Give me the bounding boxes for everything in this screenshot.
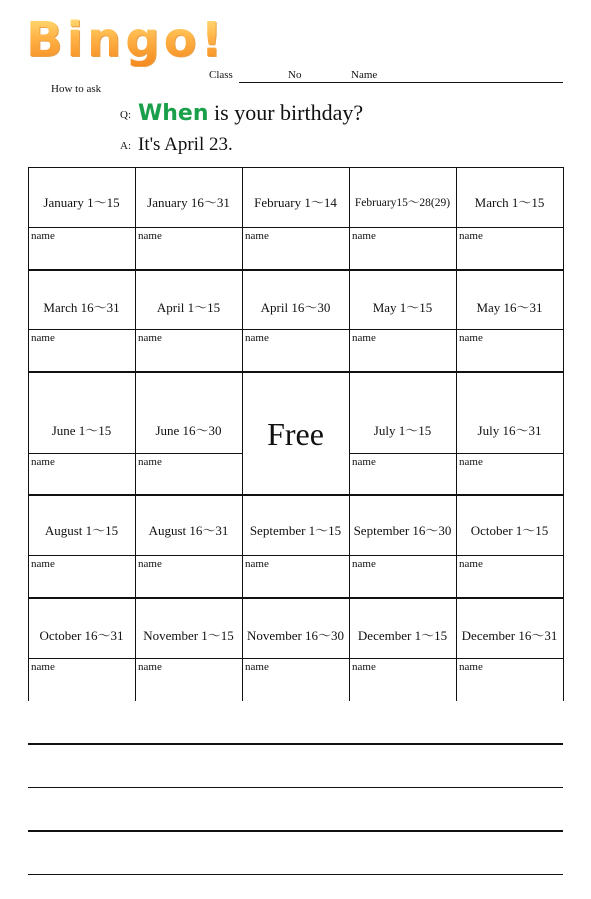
name-box[interactable] — [135, 555, 242, 598]
bingo-cell — [349, 372, 456, 495]
grid-column-line — [456, 167, 457, 701]
grid-row-line — [28, 167, 563, 168]
student-info-row — [209, 68, 563, 84]
name-box[interactable] — [135, 658, 242, 701]
bingo-cell — [242, 167, 349, 270]
name-label: name — [138, 332, 162, 344]
date-range-label: March 16～31 — [43, 300, 120, 315]
date-range-label: June 1～15 — [51, 423, 112, 438]
bingo-grid — [28, 167, 563, 701]
date-range-label: July 1～15 — [373, 423, 432, 438]
name-box[interactable] — [456, 227, 563, 270]
name-label: name — [352, 230, 376, 242]
date-range-label: November 16～30 — [246, 628, 345, 643]
bingo-cell — [349, 167, 456, 270]
name-box[interactable] — [28, 453, 135, 495]
bingo-cell — [456, 598, 563, 701]
bingo-cell — [135, 372, 242, 495]
writing-line — [28, 743, 563, 745]
date-range-label: May 1～15 — [372, 300, 433, 315]
bingo-cell — [349, 598, 456, 701]
name-label: name — [138, 456, 162, 468]
class-label: Class — [209, 69, 233, 81]
name-label: name — [138, 230, 162, 242]
bingo-cell — [242, 270, 349, 372]
bingo-cell — [28, 372, 135, 495]
name-label: name — [352, 332, 376, 344]
name-label: name — [459, 661, 483, 673]
bingo-cell — [28, 598, 135, 701]
name-label: name — [352, 456, 376, 468]
name-label: name — [352, 661, 376, 673]
bingo-cell — [349, 270, 456, 372]
name-label: name — [352, 558, 376, 570]
name-box[interactable] — [456, 555, 563, 598]
date-range-label: November 1～15 — [143, 628, 234, 643]
bingo-cell — [135, 598, 242, 701]
bingo-cell — [242, 495, 349, 598]
name-box[interactable] — [242, 658, 349, 701]
no-label: No — [288, 69, 302, 81]
name-label: name — [245, 661, 269, 673]
name-box[interactable] — [456, 658, 563, 701]
name-box[interactable] — [349, 329, 456, 372]
name-label: Name — [351, 69, 378, 81]
date-range-label: October 1～15 — [470, 523, 549, 538]
name-label: name — [245, 230, 269, 242]
grid-column-line — [28, 167, 29, 701]
name-box[interactable] — [456, 329, 563, 372]
date-range-label: October 16～31 — [39, 628, 124, 643]
name-box[interactable] — [28, 555, 135, 598]
name-box[interactable] — [242, 227, 349, 270]
grid-column-line — [242, 167, 243, 701]
bingo-cell — [28, 270, 135, 372]
date-range-label: January 16～31 — [147, 195, 230, 210]
bingo-cell — [135, 495, 242, 598]
question-line — [120, 100, 363, 128]
date-range-label: May 16～31 — [476, 300, 543, 315]
date-range-label: December 1～15 — [357, 628, 448, 643]
name-box[interactable] — [242, 329, 349, 372]
name-box[interactable] — [349, 658, 456, 701]
date-range-label: April 1～15 — [156, 300, 221, 315]
date-range-label: February15～28(29) — [354, 197, 451, 209]
name-box[interactable] — [135, 329, 242, 372]
date-range-label: September 1～15 — [249, 523, 342, 538]
name-label: name — [31, 456, 55, 468]
date-range-label: September 16～30 — [353, 523, 452, 538]
answer-text: It's April 23. — [138, 134, 233, 155]
grid-row-line — [28, 371, 563, 373]
date-range-label: August 16～31 — [148, 523, 229, 538]
date-range-label: July 16～31 — [477, 423, 542, 438]
name-box[interactable] — [349, 453, 456, 495]
bingo-cell — [456, 372, 563, 495]
writing-line — [28, 830, 563, 832]
name-label: name — [31, 558, 55, 570]
name-label: name — [31, 332, 55, 344]
writing-line — [28, 874, 563, 875]
name-box[interactable] — [349, 227, 456, 270]
question-emphasis: When — [138, 101, 209, 126]
bingo-cell — [28, 495, 135, 598]
name-label: name — [138, 558, 162, 570]
date-range-label: June 16～30 — [155, 423, 222, 438]
date-range-label: August 1～15 — [44, 523, 119, 538]
writing-line — [28, 787, 563, 788]
how-to-ask-label: How to ask — [51, 83, 102, 95]
grid-column-line — [349, 167, 350, 701]
answer-marker: A: — [120, 139, 131, 152]
name-box[interactable] — [135, 227, 242, 270]
name-label: name — [245, 332, 269, 344]
grid-row-line — [28, 597, 563, 599]
question-text: is your birthday? — [208, 100, 364, 125]
date-range-label: March 1～15 — [474, 195, 545, 210]
name-box[interactable] — [456, 453, 563, 495]
answer-line — [120, 132, 233, 159]
name-label: name — [138, 661, 162, 673]
grid-row-line — [28, 269, 563, 271]
bingo-title: Bingo! — [26, 14, 286, 66]
bingo-cell — [28, 167, 135, 270]
name-label: name — [459, 558, 483, 570]
date-range-label: April 16～30 — [260, 300, 331, 315]
name-box[interactable] — [135, 453, 242, 495]
name-label: name — [31, 661, 55, 673]
bingo-cell — [242, 598, 349, 701]
name-box[interactable] — [28, 658, 135, 701]
bingo-cell — [349, 495, 456, 598]
name-label: name — [31, 230, 55, 242]
bingo-cell — [456, 495, 563, 598]
grid-row-line — [28, 494, 563, 496]
free-space: Free — [267, 416, 324, 452]
grid-column-line — [135, 167, 136, 701]
name-label: name — [459, 230, 483, 242]
date-range-label: January 1～15 — [43, 195, 120, 210]
name-label: name — [245, 558, 269, 570]
date-range-label: December 16～31 — [461, 628, 558, 643]
bingo-cell — [135, 270, 242, 372]
name-box[interactable] — [242, 555, 349, 598]
name-box[interactable] — [28, 329, 135, 372]
name-box[interactable] — [349, 555, 456, 598]
name-label: name — [459, 332, 483, 344]
bingo-cell — [456, 167, 563, 270]
name-box[interactable] — [28, 227, 135, 270]
date-range-label: February 1～14 — [254, 195, 337, 210]
grid-column-line — [563, 167, 564, 701]
bingo-cell — [456, 270, 563, 372]
question-marker: Q: — [120, 108, 131, 121]
student-info-underline — [239, 82, 563, 83]
bingo-cell — [135, 167, 242, 270]
name-label: name — [459, 456, 483, 468]
